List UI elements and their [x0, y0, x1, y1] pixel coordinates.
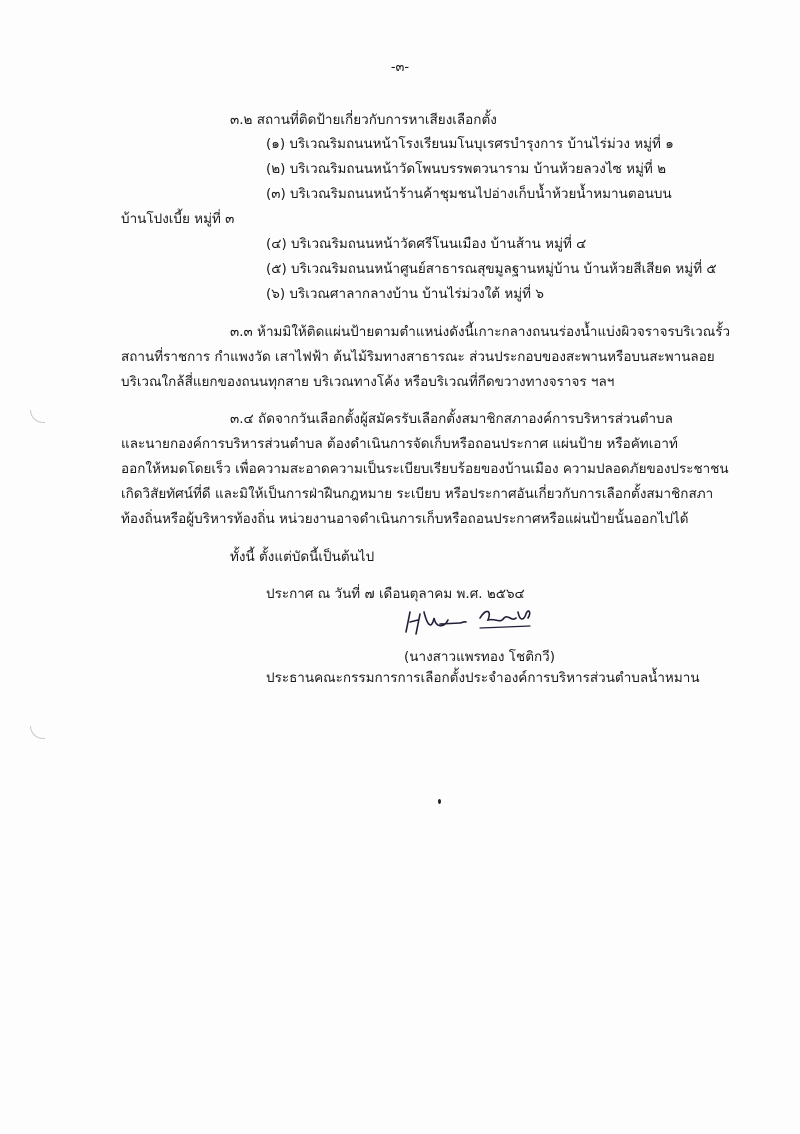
punch-hole-mark: [30, 410, 45, 423]
section-3-3-line: สถานที่ราชการ กำแพงวัด เสาไฟฟ้า ต้นไม้ริมทางสาธารณะ ส่วนประกอบของสะพานหรือบนสะพานลอย: [121, 349, 715, 365]
section-3-4-line: ท้องถิ่นหรือผู้บริหารท้องถิ่น หน่วยงานอาจดำเนินการเก็บหรือถอนประกาศหรือแผ่นป้ายนั้นออกไปได้: [121, 511, 689, 527]
signer-title: ประธานคณะกรรมการการเลือกตั้งประจำองค์การบริหารส่วนตำบลน้ำหมาน: [266, 670, 700, 686]
location-item: (๒) บริเวณริมถนนหน้าวัดโพนบรรพตวนาราม บ้านห้วยลวงไซ หมู่ที่ ๒: [266, 161, 666, 177]
location-item-continuation: บ้านโปงเบี้ย หมู่ที่ ๓: [121, 211, 235, 227]
announcement-date: ประกาศ ณ วันที่ ๗ เดือนตุลาคม พ.ศ. ๒๕๖๔: [266, 586, 525, 602]
effective-statement: ทั้งนี้ ตั้งแต่บัดนี้เป็นต้นไป: [230, 549, 375, 565]
section-3-4-line: และนายกองค์การบริหารส่วนตำบล ต้องดำเนินการจัดเก็บหรือถอนประกาศ แผ่นป้าย หรือคัทเอาท์: [121, 436, 678, 452]
location-item: (๖) บริเวณศาลากลางบ้าน บ้านไร่ม่วงใต้ หมู่ที่ ๖: [266, 286, 544, 302]
section-3-4-line: ๓.๔ ถัดจากวันเลือกตั้งผู้สมัครรับเลือกตั้งสมาชิกสภาองค์การบริหารส่วนตำบล: [230, 411, 673, 427]
handwritten-signature: [400, 598, 550, 638]
section-3-4-line: ออกให้หมดโดยเร็ว เพื่อความสะอาดความเป็นระเบียบเรียบร้อยของบ้านเมือง ความปลอดภัยของประชาชน: [121, 461, 729, 477]
location-item: (๕) บริเวณริมถนนหน้าศูนย์สาธารณสุขมูลฐานหมู่บ้าน บ้านห้วยสีเสียด หมู่ที่ ๕: [266, 261, 717, 277]
section-3-3-line: ๓.๓ ห้ามมิให้ติดแผ่นป้ายตามตำแหน่งดังนี้เกาะกลางถนนร่องน้ำแบ่งผิวจราจรบริเวณรั้ว: [230, 324, 731, 340]
location-item: (๓) บริเวณริมถนนหน้าร้านค้าชุมชนไปอ่างเก็บน้ำห้วยน้ำหมานตอนบน: [266, 186, 672, 202]
ink-speck: [438, 799, 441, 804]
location-item: (๑) บริเวณริมถนนหน้าโรงเรียนมโนบุเรศรบำรุงการ บ้านไร่ม่วง หมู่ที่ ๑: [266, 136, 674, 152]
section-3-2-heading: ๓.๒ สถานที่ติดป้ายเกี่ยวกับการหาเสียงเลือกตั้ง: [230, 112, 497, 128]
section-3-3-line: บริเวณใกล้สี่แยกของถนนทุกสาย บริเวณทางโค้ง หรือบริเวณที่กีดขวางทางจราจร ฯลฯ: [121, 374, 615, 390]
location-item: (๔) บริเวณริมถนนหน้าวัดศรีโนนเมือง บ้านส้าน หมู่ที่ ๔: [266, 236, 587, 252]
punch-hole-mark: [30, 726, 45, 739]
page-number: -๓-: [390, 60, 410, 75]
section-3-4-line: เกิดวิสัยทัศน์ที่ดี และมิให้เป็นการฝ่าฝืนกฎหมาย ระเบียบ หรือประกาศอันเกี่ยวกับการเลือกตั้งสมาชิกสภา: [121, 486, 714, 502]
signer-name: (นางสาวแพรทอง โชติกวี): [404, 649, 556, 665]
